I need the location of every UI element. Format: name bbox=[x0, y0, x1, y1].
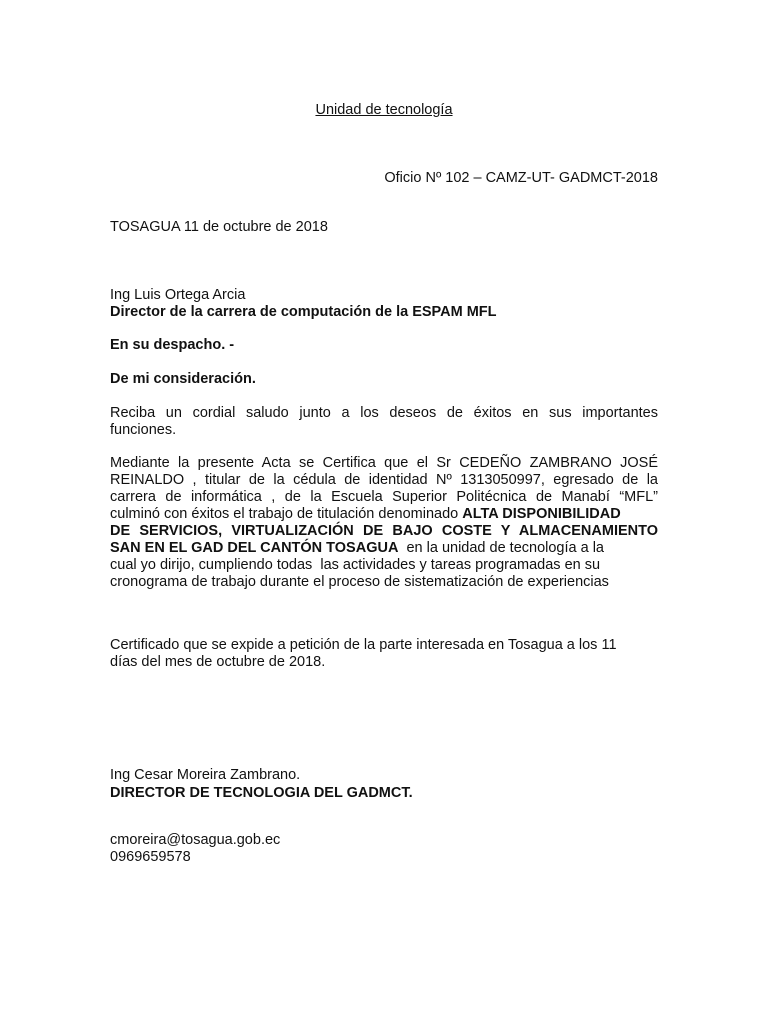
reciba-line-1: Reciba un cordial saludo junto a los deseos de éxitos en sus importantes bbox=[110, 405, 658, 421]
reciba-line-2: funciones. bbox=[110, 422, 177, 438]
mediante-line-4-bold: ALTA DISPONIBILIDAD bbox=[462, 506, 621, 522]
mediante-line-6 bbox=[110, 540, 658, 557]
heading-text: Unidad de tecnología bbox=[315, 102, 453, 118]
paragraph-mediante bbox=[110, 455, 658, 591]
document-date: TOSAGUA 11 de octubre de 2018 bbox=[110, 219, 328, 235]
signature-name: Ing Cesar Moreira Zambrano. bbox=[110, 767, 301, 783]
mediante-line-7: cual yo dirijo, cumpliendo todas las actividades y tareas programadas en su bbox=[110, 557, 601, 573]
despacho-line: En su despacho. - bbox=[110, 337, 235, 353]
contact-phone: 0969659578 bbox=[110, 849, 191, 865]
mediante-line-2: REINALDO , titular de la cédula de identidad Nº 1313050997, egresado de la bbox=[110, 472, 658, 488]
paragraph-certificado bbox=[110, 637, 658, 671]
certificado-line-1: Certificado que se expide a petición de la parte interesada en Tosagua a los 11 bbox=[110, 637, 617, 653]
mediante-line-8: cronograma de trabajo durante el proceso de sistematización de experiencias bbox=[110, 574, 609, 590]
certificado-line-2: días del mes de octubre de 2018. bbox=[110, 654, 326, 670]
mediante-line-4 bbox=[110, 506, 658, 523]
addressee-title: Director de la carrera de computación de la ESPAM MFL bbox=[110, 304, 497, 320]
paragraph-reciba bbox=[110, 405, 658, 439]
addressee-block bbox=[110, 287, 658, 321]
contact-block bbox=[110, 832, 658, 866]
document-heading bbox=[0, 102, 768, 118]
contact-email: cmoreira@tosagua.gob.ec bbox=[110, 832, 281, 848]
addressee-name: Ing Luis Ortega Arcia bbox=[110, 287, 246, 303]
mediante-line-5: DE SERVICIOS, VIRTUALIZACIÓN DE BAJO COSTE Y ALMACENAMIENTO bbox=[110, 523, 658, 539]
mediante-line-1: Mediante la presente Acta se Certifica que el Sr CEDEÑO ZAMBRANO JOSÉ bbox=[110, 455, 658, 471]
consideracion-line: De mi consideración. bbox=[110, 371, 256, 387]
oficio-number: Oficio Nº 102 – CAMZ-UT- GADMCT-2018 bbox=[384, 170, 658, 186]
signature-title: DIRECTOR DE TECNOLOGIA DEL GADMCT. bbox=[110, 785, 413, 801]
mediante-line-3: carrera de informática , de la Escuela Superior Politécnica de Manabí “MFL” bbox=[110, 489, 658, 505]
mediante-line-6-normal: en la unidad de tecnología a la bbox=[398, 540, 604, 556]
mediante-line-6-bold: SAN EN EL GAD DEL CANTÓN TOSAGUA bbox=[110, 540, 399, 556]
mediante-line-4-normal: culminó con éxitos el trabajo de titulación denominado bbox=[110, 506, 463, 522]
